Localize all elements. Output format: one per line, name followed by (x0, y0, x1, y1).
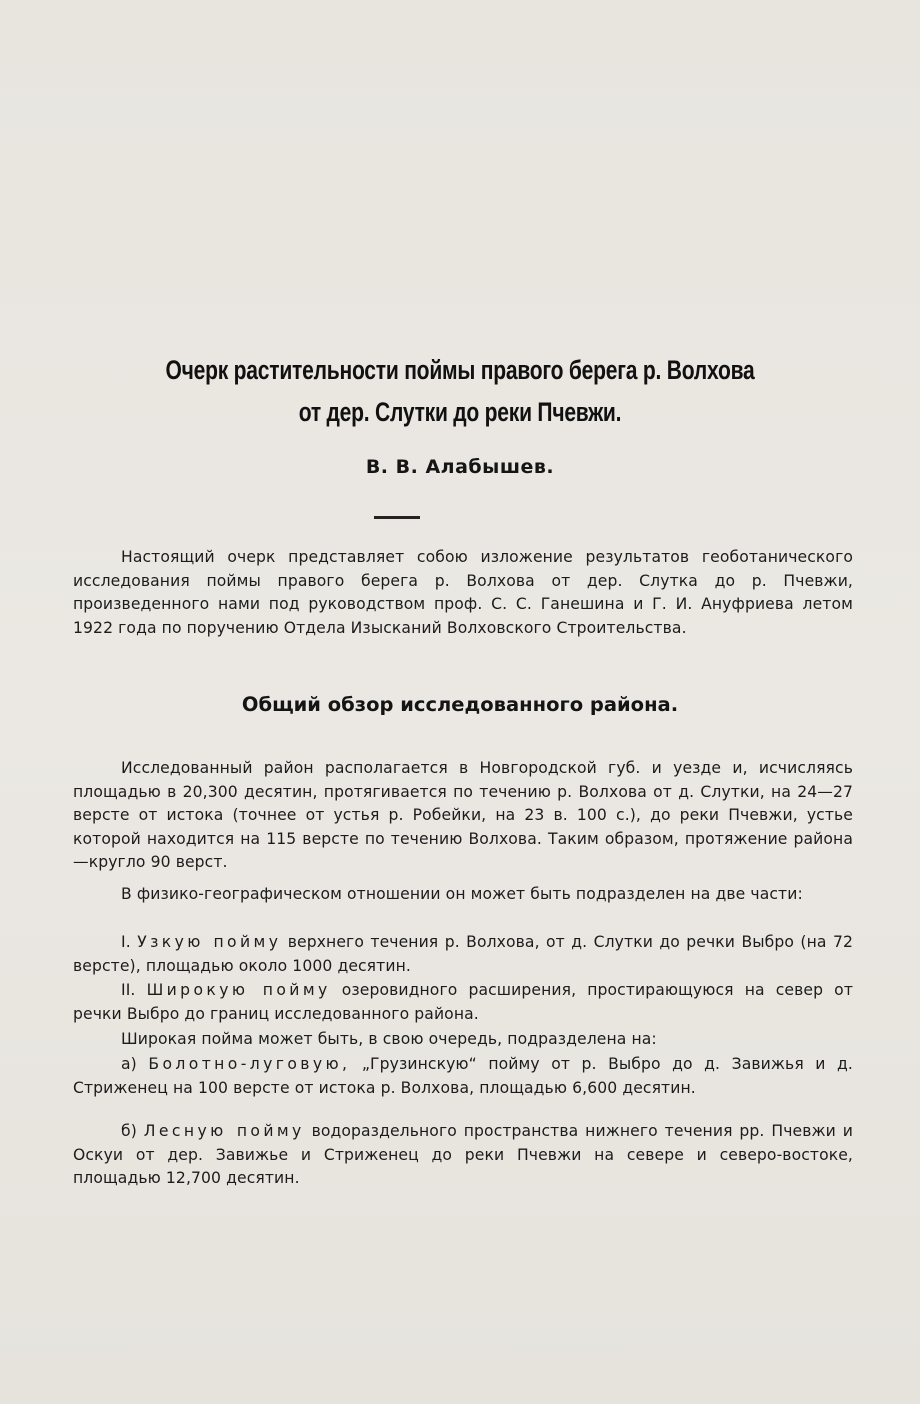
paragraph-2: В физико-географическом отношении он может быть подразделен на две части: (121, 885, 803, 903)
spaced-emphasis: Лесную пойму (143, 1122, 305, 1140)
paragraph-text: озеровидного расширения, простирающуюся на север от речки Выбро до границ исследованного района. (73, 981, 854, 1023)
title-line-2: от дер. Слутки до реки Пчевжи. (298, 397, 622, 427)
list-letter: а) (121, 1055, 137, 1073)
divider-rule (374, 516, 420, 519)
title-line-1: Очерк растительности поймы правого берега р. Волхова (165, 355, 755, 385)
paragraph-5: Широкая пойма может быть, в свою очередь, подразделена на: (121, 1030, 657, 1048)
paragraph-text: верхнего течения р. Волхова, от д. Слутки до речки Выбро (на 72 версте), площадью около 1000 десятин. (73, 933, 854, 975)
paragraph-4 (73, 979, 853, 1026)
paragraph-1: Исследованный район располагается в Новгородской губ. и уезде и, исчисляясь площадью в 20,300 десятин, протягивается по течению р. Волхова от д. Слутки, на 24—27 версте от истока (точнее от устья р. Робейки, на 23 в. 100 с.), до реки Пчевжи, устье которой находится на 115 версте по течению Волхова. Таким образом, протяжение района—кругло 90 верст. (73, 759, 853, 871)
paragraph-7 (73, 1120, 853, 1191)
paragraph-6 (73, 1053, 853, 1100)
list-number: I. (121, 933, 131, 951)
section-heading: Общий обзор исследованного района. (241, 693, 679, 716)
paragraph-text: водораздельного пространства нижнего течения рр. Пчевжи и Оскуи от дер. Завижье и Стриженец до реки Пчевжи на севере и северо-востоке, площадью 12,700 десятин. (73, 1122, 853, 1187)
list-letter: б) (121, 1122, 137, 1140)
intro-paragraph: Настоящий очерк представляет собою изложение результатов геоботанического исследования поймы правого берега р. Волхова от дер. Слутка до р. Пчевжи, произведенного нами под руководством проф. С. С. Ганешина и Г. И. Ануфриева летом 1922 года по поручению Отдела Изысканий Волховского Строительства. (73, 548, 853, 637)
list-number: II. (121, 981, 136, 999)
author-name: В. В. Алабышев. (365, 456, 555, 478)
spaced-emphasis: Узкую пойму (137, 933, 282, 951)
spaced-emphasis: Широкую пойму (146, 981, 331, 999)
paragraph-3 (73, 931, 853, 978)
paragraph-text: „Грузинскую“ пойму от р. Выбро до д. Завижья и д. Стриженец на 100 версте от истока р. Волхова, площадью 6,600 десятин. (73, 1055, 853, 1097)
spaced-emphasis: Болотно-луговую, (148, 1055, 351, 1073)
